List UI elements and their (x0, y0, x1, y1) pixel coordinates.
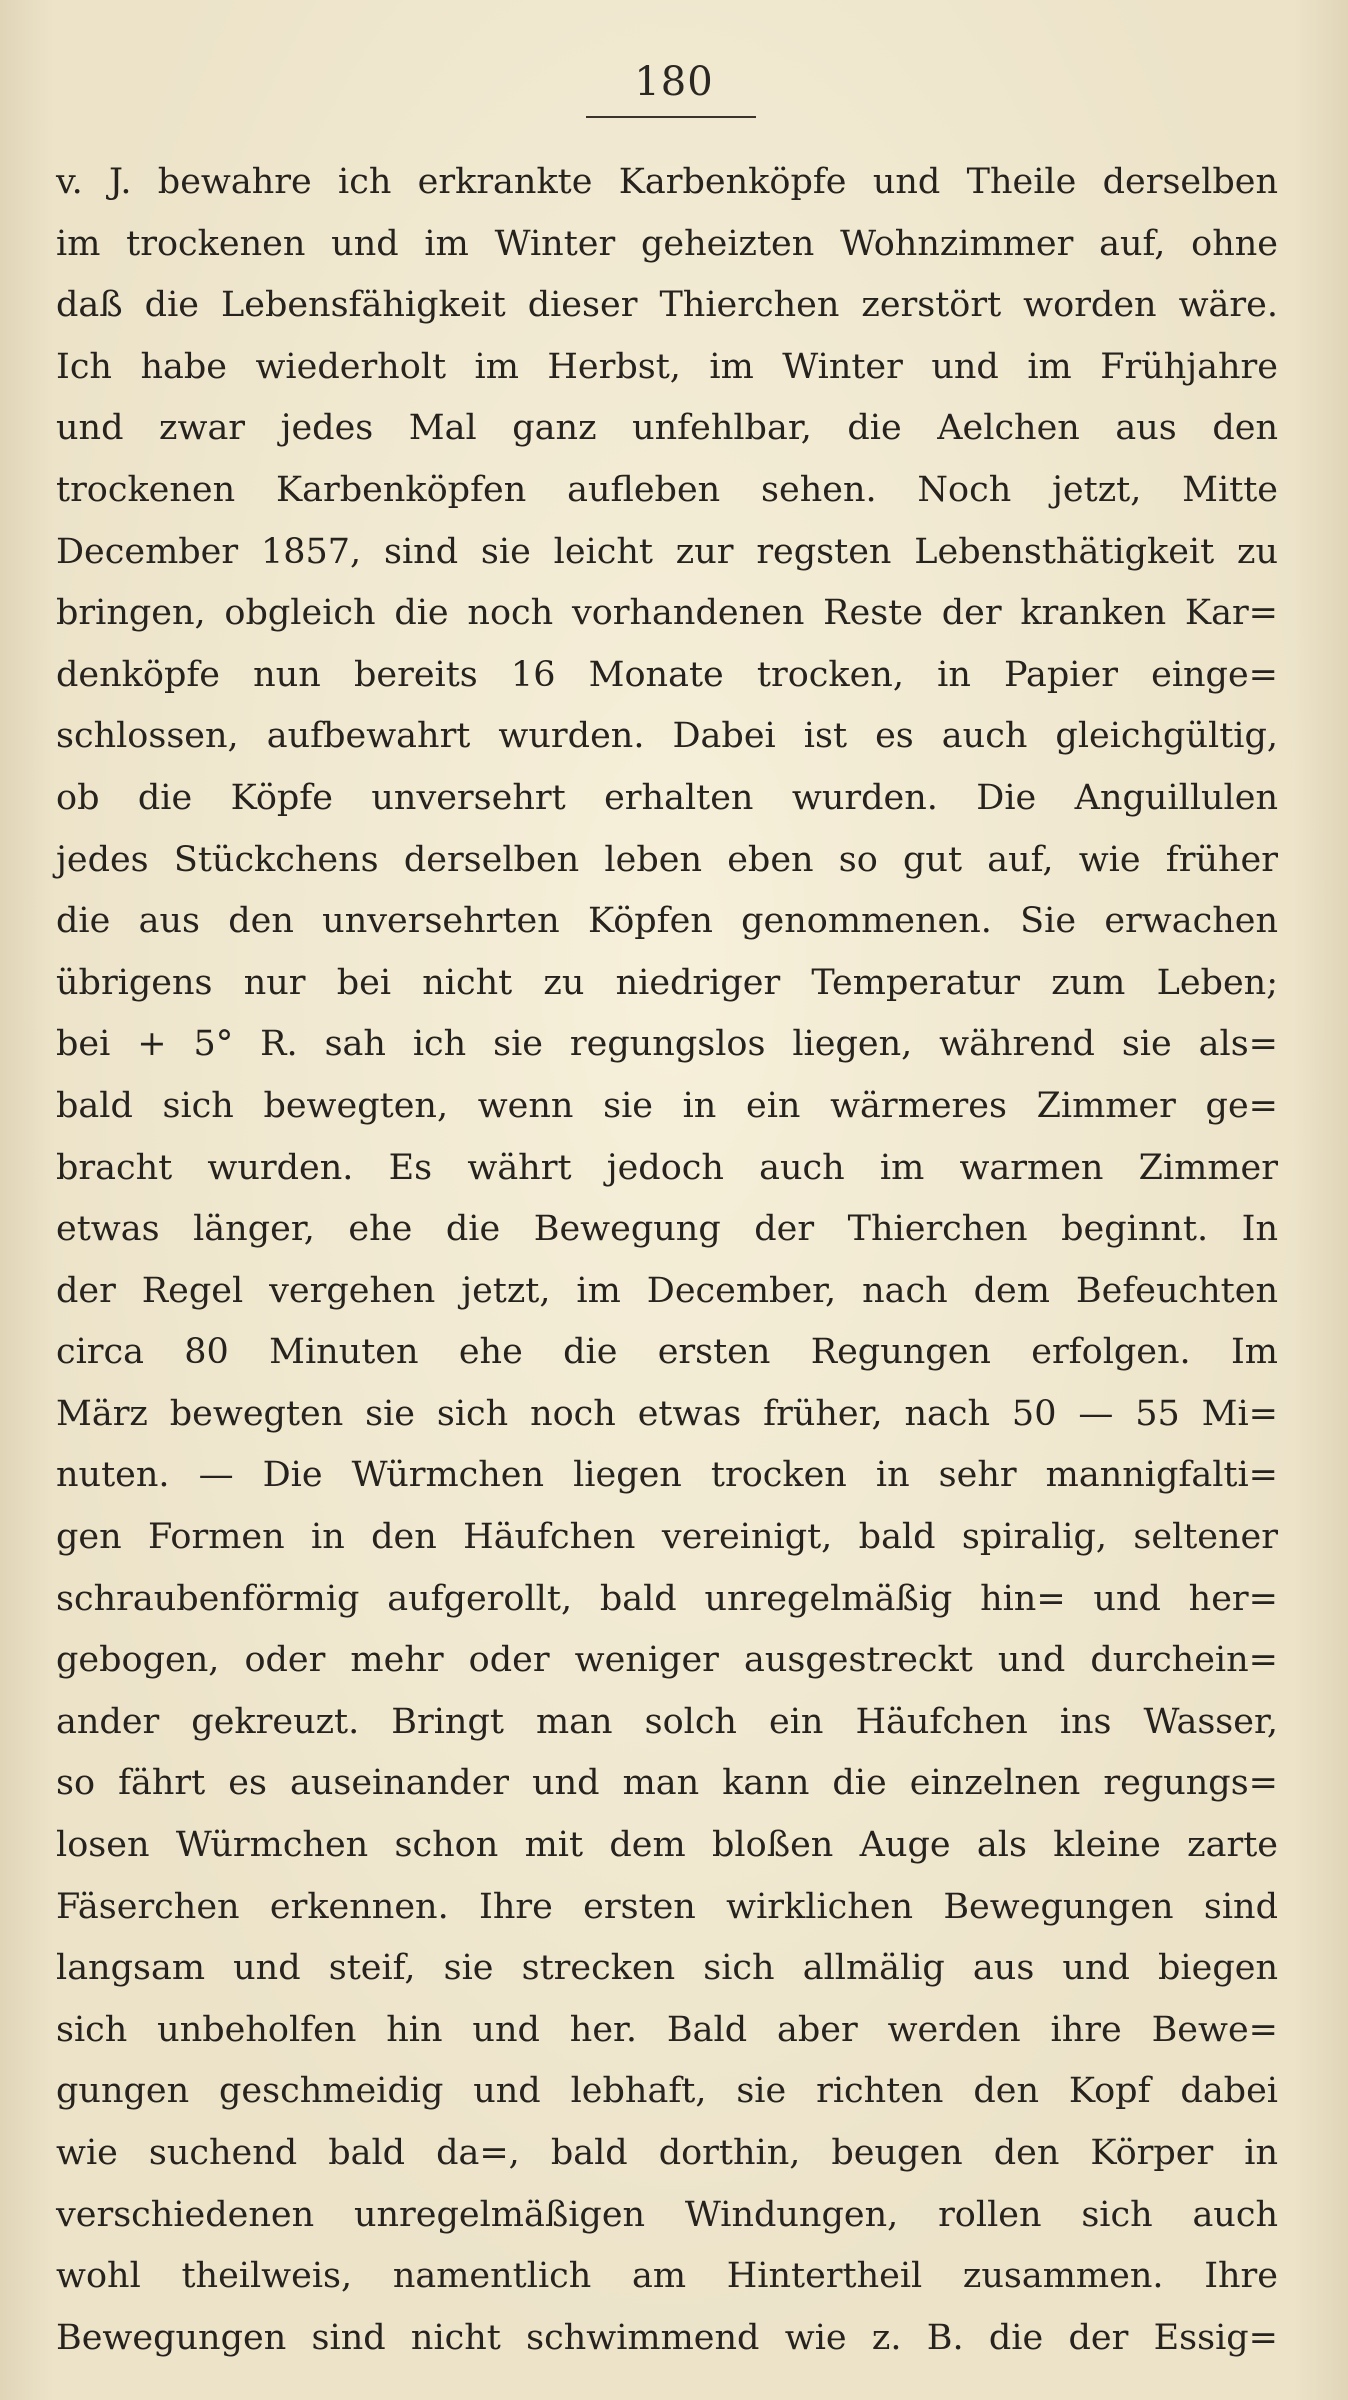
text-line: langsam und steif, sie strecken sich allmälig aus und biegen (56, 1948, 1278, 1989)
text-line: etwas länger, ehe die Bewegung der Thierchen beginnt. In (56, 1209, 1278, 1250)
text-line: gebogen, oder mehr oder weniger ausgestreckt und durchein= (56, 1640, 1278, 1681)
text-line: circa 80 Minuten ehe die ersten Regungen erfolgen. Im (56, 1332, 1278, 1373)
text-line: bracht wurden. Es währt jedoch auch im warmen Zimmer (56, 1147, 1278, 1188)
text-line: December 1857, sind sie leicht zur regsten Lebensthätigkeit zu (56, 531, 1278, 572)
text-line: ander gekreuzt. Bringt man solch ein Häufchen ins Wasser, (56, 1701, 1278, 1742)
text-line: gungen geschmeidig und lebhaft, sie richten den Kopf dabei (56, 2071, 1278, 2112)
text-line: gen Formen in den Häufchen vereinigt, bald spiralig, seltener (56, 1517, 1278, 1558)
text-line: trockenen Karbenköpfen aufleben sehen. Noch jetzt, Mitte (56, 469, 1278, 510)
text-line: so fährt es auseinander und man kann die einzelnen regungs= (56, 1763, 1278, 1804)
text-line: ob die Köpfe unversehrt erhalten wurden. Die Anguillulen (56, 777, 1278, 818)
text-line: sich unbeholfen hin und her. Bald aber werden ihre Bewe= (56, 2009, 1278, 2050)
text-line: wie suchend bald da=, bald dorthin, beugen den Körper in (56, 2133, 1278, 2173)
text-line: März bewegten sie sich noch etwas früher, nach 50 — 55 Mi= (56, 1393, 1278, 1434)
text-line: daß die Lebensfähigkeit dieser Thierchen zerstört worden wäre. (56, 285, 1278, 326)
page-number: 180 (634, 59, 714, 105)
text-line: wohl theilweis, namentlich am Hintertheil zusammen. Ihre (56, 2256, 1278, 2297)
text-line: die aus den unversehrten Köpfen genommenen. Sie erwachen (56, 901, 1278, 942)
text-line: der Regel vergehen jetzt, im December, nach dem Befeuchten (56, 1270, 1278, 1311)
text-line: Bewegungen sind nicht schwimmend wie z. B. die der Essig= (56, 2317, 1278, 2358)
text-line: Fäserchen erkennen. Ihre ersten wirklichen Bewegungen sind (56, 1886, 1278, 1927)
header-rule (586, 116, 756, 118)
text-line: nuten. — Die Würmchen liegen trocken in sehr mannigfalti= (56, 1455, 1278, 1496)
text-line: Ich habe wiederholt im Herbst, im Winter und im Frühjahre (56, 346, 1278, 387)
text-line: und zwar jedes Mal ganz unfehlbar, die Aelchen aus den (56, 408, 1278, 449)
text-line: verschiedenen unregelmäßigen Windungen, rollen sich auch (56, 2194, 1278, 2235)
text-line: bald sich bewegten, wenn sie in ein wärmeres Zimmer ge= (56, 1085, 1278, 1126)
text-line: v. J. bewahre ich erkrankte Karbenköpfe und Theile derselben (56, 162, 1278, 202)
text-line: schraubenförmig aufgerollt, bald unregelmäßig hin= und her= (56, 1578, 1278, 1619)
text-line: bei + 5° R. sah ich sie regungslos liegen, während sie als= (56, 1024, 1278, 1065)
text-line: losen Würmchen schon mit dem bloßen Auge als kleine zarte (56, 1825, 1278, 1866)
text-line: schlossen, aufbewahrt wurden. Dabei ist es auch gleichgültig, (56, 716, 1278, 757)
text-line: übrigens nur bei nicht zu niedriger Temperatur zum Leben; (56, 962, 1278, 1003)
text-line: jedes Stückchens derselben leben eben so gut auf, wie früher (56, 839, 1278, 880)
text-line: bringen, obgleich die noch vorhandenen Reste der kranken Kar= (56, 593, 1278, 634)
body-text (56, 152, 1278, 2369)
text-line: denköpfe nun bereits 16 Monate trocken, in Papier einge= (56, 654, 1278, 695)
text-line: im trockenen und im Winter geheizten Wohnzimmer auf, ohne (56, 223, 1278, 264)
